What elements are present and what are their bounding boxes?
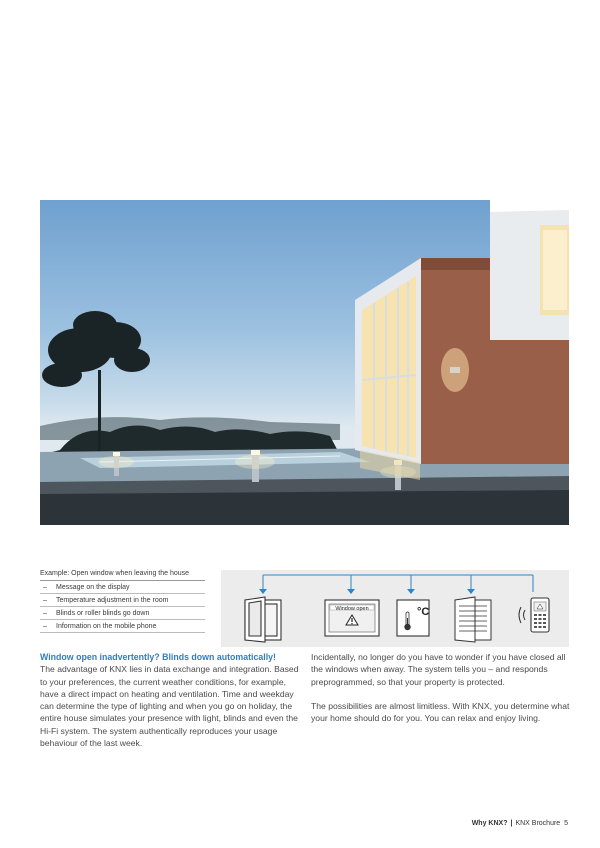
list-item-text: Temperature adjustment in the room (56, 597, 169, 604)
flow-arrows (263, 575, 533, 592)
list-item (40, 607, 205, 620)
blinds-window-icon (455, 597, 491, 642)
example-list (40, 570, 205, 633)
temp-unit-label: °C (417, 606, 430, 618)
list-item-text: Message on the display (56, 584, 130, 591)
signal-waves (519, 607, 525, 623)
dash-marker: – (43, 610, 47, 617)
list-item (40, 620, 205, 633)
list-item-text: Information on the mobile phone (56, 623, 157, 630)
body-column-right (311, 651, 573, 724)
mobile-phone-icon (519, 598, 549, 632)
dash-marker: – (43, 584, 47, 591)
display-window-open-text: Window open (335, 606, 369, 612)
arrow-heads (259, 589, 475, 594)
right-paragraph-2: The possibilities are almost limitless. With KNX, you determine what your home should do for you. You can relax and enjoy living. (311, 700, 570, 724)
list-item (40, 594, 205, 607)
list-item (40, 581, 205, 594)
open-window-icon (245, 597, 281, 642)
left-paragraph: The advantage of KNX lies in data exchange and integration. Based to your preferences, the current weather conditions, for example, have a direct impact on heating and ventilation. Time and weekday can determine the type of lighting and when you go on holiday, the entire house simulates your presence with light, blinds and even the Hi-Fi system. The system authentically reproduces your usage behaviour of the last week. (40, 664, 299, 749)
page-number: 5 (564, 820, 568, 827)
dash-marker: – (43, 597, 47, 604)
body-column-left (40, 651, 302, 749)
diagram-graphic (221, 570, 569, 647)
footer-section: Why KNX? (471, 820, 508, 827)
section-heading: Window open inadvertently? Blinds down automatically! (40, 652, 276, 662)
hero-photo-modern-house (40, 200, 569, 525)
house-illustration (40, 200, 569, 525)
dash-marker: – (43, 623, 47, 630)
page-footer (472, 820, 568, 827)
footer-brochure: KNX Brochure (515, 820, 561, 827)
footer-separator: | (510, 820, 513, 827)
example-title: Example: Open window when leaving the house (40, 570, 205, 581)
right-paragraph-1: Incidentally, no longer do you have to wonder if you have closed all the windows when away. The system tells you – and responds preprogrammed, so that your property is protected. (311, 652, 566, 687)
knx-example-diagram (221, 570, 569, 647)
example-items (40, 581, 205, 633)
list-item-text: Blinds or roller blinds go down (56, 610, 150, 617)
